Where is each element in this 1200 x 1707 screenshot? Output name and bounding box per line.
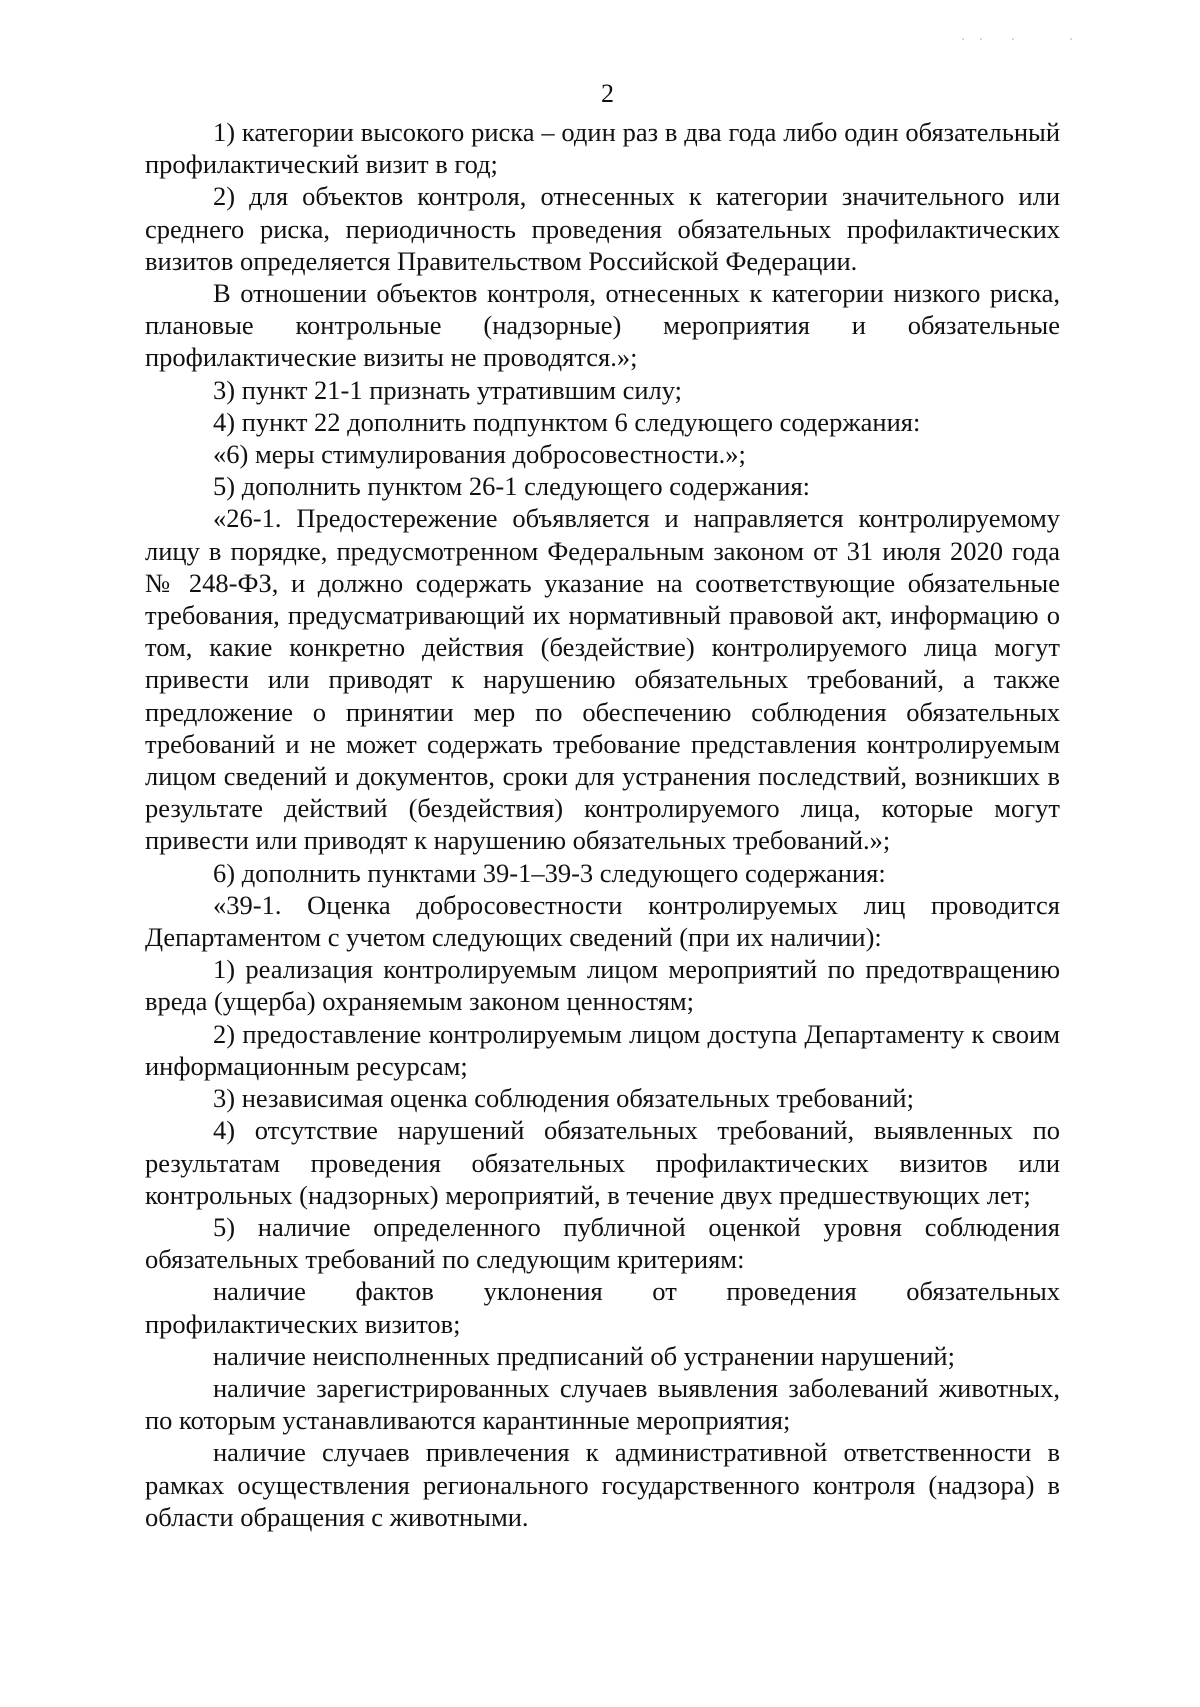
paragraph-subcriterion-diseases: наличие зарегистрированных случаев выявления заболеваний животных, по которым устанавливаются карантинные мероприятия; xyxy=(145,1372,1060,1436)
paragraph-criterion-4: 4) отсутствие нарушений обязательных требований, выявленных по результатам проведения обязательных профилактических визитов или контрольных (надзорных) мероприятий, в течение двух предшествующих лет; xyxy=(145,1115,1060,1210)
paragraph-criterion-2: 2) предоставление контролируемым лицом доступа Департаменту к своим информационным ресурсам; xyxy=(145,1018,1060,1081)
paragraph-39-1: «39-1. Оценка добросовестности контролируемых лиц проводится Департаментом с учетом следующих сведений (при их наличии): xyxy=(145,889,1060,953)
paragraph-item-3: 3) пункт 21-1 признать утратившим силу; xyxy=(213,374,683,405)
paragraph-item-4: 4) пункт 22 дополнить подпунктом 6 следующего содержания: xyxy=(213,406,921,437)
paragraph-criterion-5: 5) наличие определенного публичной оценкой уровня соблюдения обязательных требований по следующим критериям: xyxy=(145,1211,1060,1275)
document-body xyxy=(145,116,1060,1533)
paragraph-subcriterion-orders: наличие неисполненных предписаний об устранении нарушений; xyxy=(213,1340,955,1371)
scan-artifact-dots xyxy=(962,36,1082,42)
paragraph-subcriterion-liability: наличие случаев привлечения к административной ответственности в рамках осуществления регионального государственного контроля (надзора) в области обращения с животными. xyxy=(145,1437,1060,1532)
paragraph-item-5: 5) дополнить пунктом 26-1 следующего содержания: xyxy=(213,471,811,502)
paragraph-item-6: 6) дополнить пунктами 39-1–39-3 следующего содержания: xyxy=(213,857,886,888)
paragraph-high-risk: 1) категории высокого риска – один раз в два года либо один обязательный профилактический визит в год; xyxy=(145,117,1060,180)
paragraph-low-risk: В отношении объектов контроля, отнесенных к категории низкого риска, плановые контрольные (надзорные) мероприятия и обязательные профилактические визиты не проводятся.»; xyxy=(145,278,1060,373)
paragraph-medium-risk: 2) для объектов контроля, отнесенных к категории значительного или среднего риска, периодичность проведения обязательных профилактических визитов определяется Правительством Российской Федерации. xyxy=(145,181,1060,276)
paragraph-subcriterion-evasion: наличие фактов уклонения от проведения обязательных профилактических визитов; xyxy=(145,1276,1060,1339)
paragraph-criterion-3: 3) независимая оценка соблюдения обязательных требований; xyxy=(213,1083,914,1114)
paragraph-criterion-1: 1) реализация контролируемым лицом мероприятий по предотвращению вреда (ущерба) охраняемым законом ценностям; xyxy=(145,954,1060,1017)
paragraph-subitem-6: «6) меры стимулирования добросовестности.»; xyxy=(213,439,746,470)
page-number: 2 xyxy=(601,79,614,108)
paragraph-warning-26-1: «26-1. Предостережение объявляется и направляется контролируемому лицу в порядке, предусмотренном Федеральным законом от 31 июля 2020 года № 248-ФЗ, и должно содержать указание на соответствующие обязательные требования, предусматривающий их нормативный правовой акт, информацию о том, какие конкретно действия (бездействие) контролируемого лица могут привести или приводят к нарушению обязательных требований, а также предложение о принятии мер по обеспечению соблюдения обязательных требований и не может содержать требование представления контролируемым лицом сведений и документов, сроки для устранения последствий, возникших в результате действий (бездействия) контролируемого лица, которые могут привести или приводят к нарушению обязательных требований.»; xyxy=(145,503,1060,856)
